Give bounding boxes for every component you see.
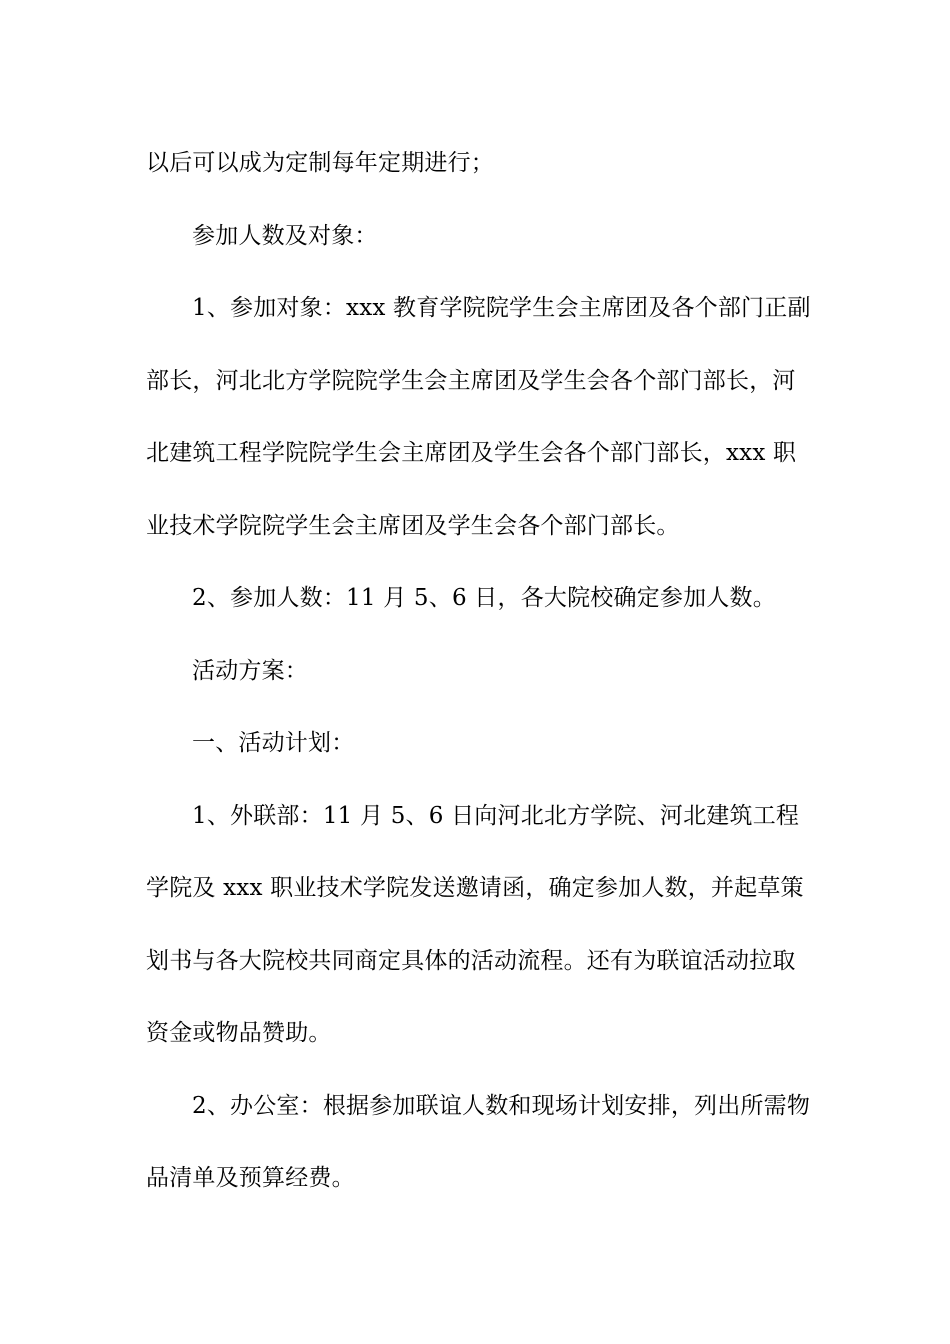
paragraph-participant-targets: 1、参加对象：xxx 教育学院院学生会主席团及各个部门正副部长，河北北方学院院学生会主席团及学生会各个部门部长，河北建筑工程学院院学生会主席团及学生会各个部门部长，xxx 职业技术学院院学生会主席团及学生会各个部门部长。 bbox=[146, 295, 811, 539]
paragraph-liaison-department: 1、外联部：11 月 5、6 日向河北北方学院、河北建筑工程学院及 xxx 职业技术学院发送邀请函，确定参加人数，并起草策划书与各大院校共同商定具体的活动流程。还有为联谊活动拉取资金或物品赞助。 bbox=[146, 802, 804, 1046]
paragraph-continuation: 以后可以成为定制每年定期进行； bbox=[146, 150, 494, 176]
document-body bbox=[146, 127, 814, 1215]
paragraph-section-one-heading: 一、活动计划： bbox=[192, 730, 355, 756]
paragraph-participants-heading: 参加人数及对象： bbox=[192, 222, 378, 249]
paragraph-activity-plan-heading: 活动方案： bbox=[192, 657, 308, 684]
paragraph-participant-count: 2、参加人数：11 月 5、6 日，各大院校确定参加人数。 bbox=[192, 585, 776, 611]
paragraph-office: 2、办公室：根据参加联谊人数和现场计划安排，列出所需物品清单及预算经费。 bbox=[146, 1092, 811, 1191]
